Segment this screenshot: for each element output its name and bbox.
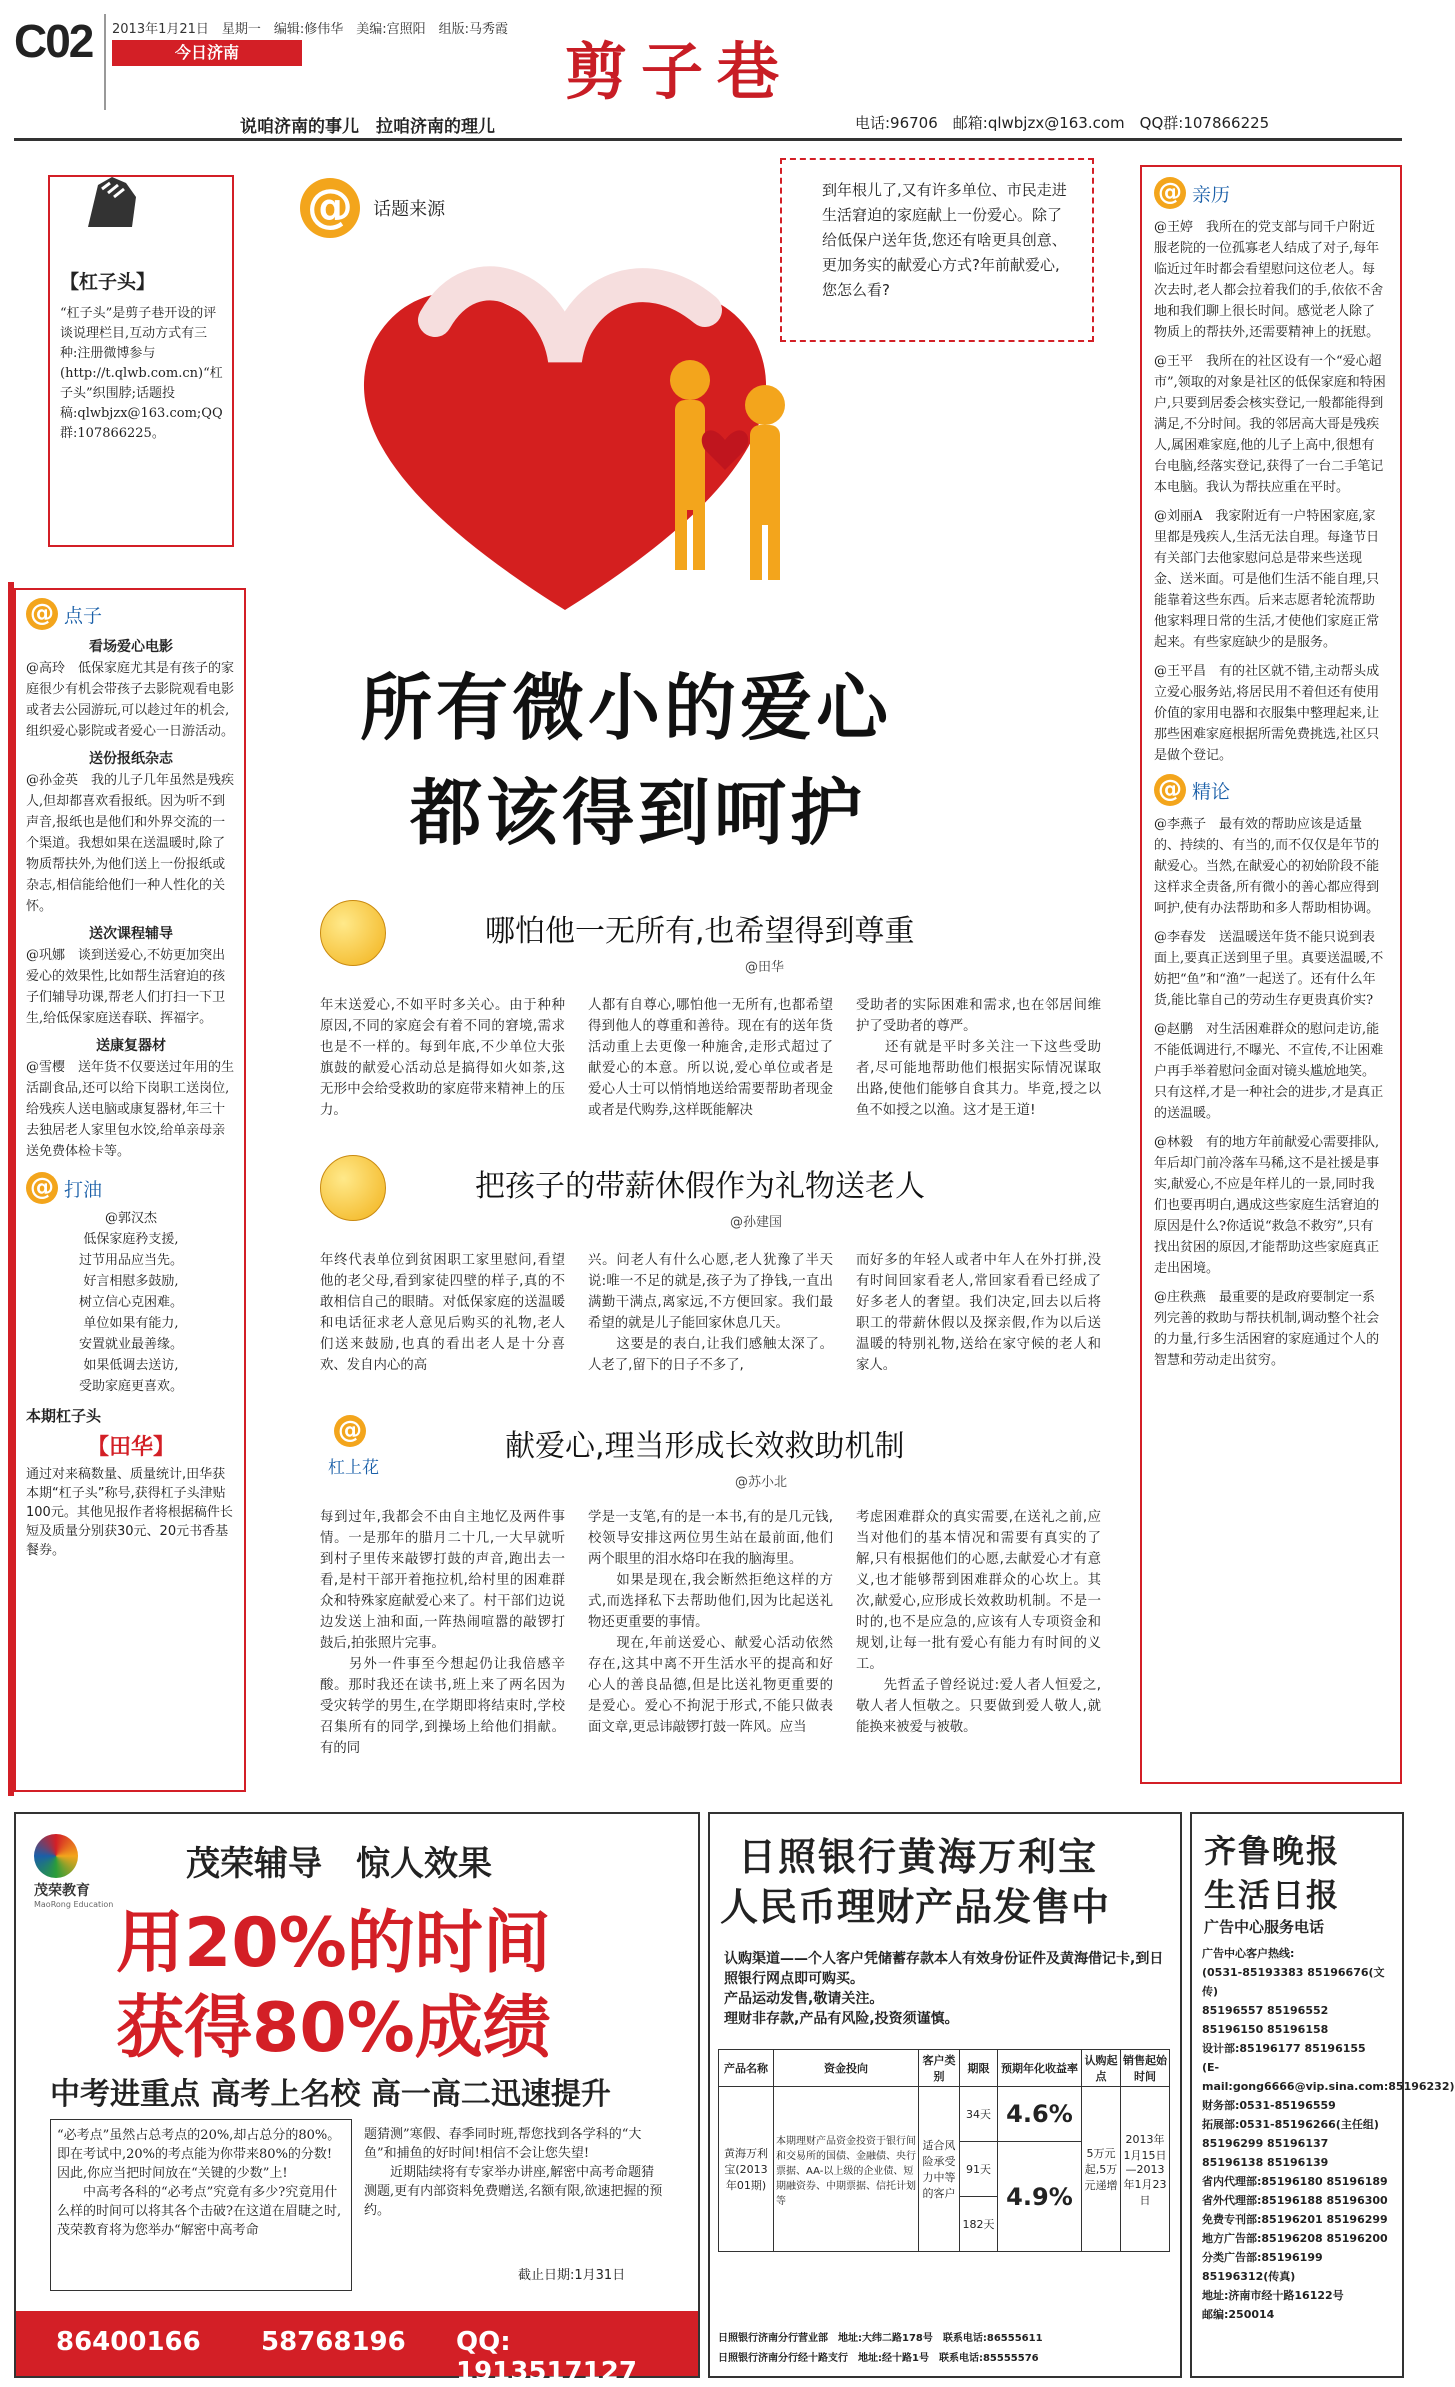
maorong-big2: 获得80%成绩 [116, 1989, 551, 2068]
qilu-subtitle: 广告中心服务电话 [1204, 1918, 1325, 1936]
contact-line: 设计部:85196177 85196155 [1202, 2042, 1366, 2055]
jinglun-label: 精论 [1192, 780, 1231, 803]
heart-illustration [315, 230, 835, 630]
contact-line: 85196557 85196552 [1202, 2004, 1329, 2017]
dianzi-label: 点子 [64, 604, 103, 627]
qilu-title2: 生活日报 [1204, 1876, 1341, 1914]
table-cell: 4.9% [997, 2142, 1081, 2252]
maorong-logo-icon [34, 1834, 78, 1878]
bank-body: 认购渠道——个人客户凭储蓄存款本人有效身份证件及黄海借记卡,到日照银行网点即可购买。 产品运动发售,敬请关注。 理财非存款,产品有风险,投资须谨慎。 [724, 1951, 1164, 2027]
table-header-cell: 期限 [960, 2050, 998, 2087]
tip-subtitle: 送次课程辅导 [89, 926, 173, 942]
contact-line: 85196312(传真) [1202, 2270, 1296, 2283]
contact-line: (E-mail:gong6666@vip.sina.com:85196232) [1202, 2061, 1455, 2093]
table-header-cell: 认购起点 [1082, 2050, 1121, 2087]
bank-title1: 日照银行黄海万利宝 [738, 1835, 1099, 1879]
maorong-sub: 中考进重点 高考上名校 高一高二迅速提升 [50, 2077, 611, 2112]
maorong-qq: QQ: 1913517127 [456, 2327, 637, 2387]
article-title: 把孩子的带薪休假作为礼物送老人 [475, 1169, 925, 1204]
maorong-phone1: 86400166 [56, 2327, 201, 2357]
current-text: 通过对来稿数量、质量统计,田华获本期“杠子头”称号,获得杠子头津贴100元。其他见报作者将根据稿件长短及质量分别获30元、20元书香基餐券。 [26, 1467, 233, 1558]
ad-bank [708, 1812, 1182, 2378]
fist-icon [78, 167, 148, 237]
contact-line: 拓展部:0531-85196266(主任组) [1202, 2118, 1379, 2131]
poem-line: 安置就业最善缘。 [78, 1337, 183, 1352]
article-col: 年终代表单位到贫困职工家里慰问,看望他的老父母,看到家徒四壁的样子,真的不敢相信自己的眼睛。对低保家庭的送温暖和电话征求老人意见后购买的礼物,老人们送来鼓励,也真的看出老人是十分喜欢、发自内心的高 [320, 1253, 565, 1373]
at-icon: @ [26, 598, 58, 630]
tip-subtitle: 送康复器材 [96, 1038, 166, 1054]
table-cell: 2013年1月15日—2013年1月23日 [1121, 2087, 1170, 2252]
article-title: 献爱心,理当形成长效救助机制 [505, 1429, 905, 1464]
comment-text: @李春发 送温暖送年货不能只说到表面上,要真正送到里子里。真要送温暖,不妨把“鱼”和“渔”一起送了。还有什么年货,能比靠自己的劳动生存更贵真价实? [1154, 930, 1384, 1008]
maorong-logo-text: 茂荣教育 [34, 1883, 90, 1899]
jinglun-items [1154, 814, 1386, 1371]
column-contact: 电话:96706 邮箱:qlwbjzx@163.com QQ群:107866225 [855, 114, 1270, 132]
qinli-label: 亲历 [1192, 183, 1231, 206]
bank-footer1: 日照银行济南分行营业部 地址:大纬二路178号 联系电话:86555611 [718, 2333, 1043, 2344]
article-byline: @苏小北 [735, 1475, 788, 1490]
contact-line: 85196299 85196137 [1202, 2137, 1329, 2150]
article-col: 考虑困难群众的真实需要,在送礼之前,应当对他们的基本情况和需要有真实的了解,只有根据他们的心愿,去献爱心才有意义,也才能够帮到困难群众的心坎上。其次,献爱心,应形成长效救助机制。不是一时的,也不是应急的,应该有人专项资金和规划,让每一批有爱心有能力有时间的义工。 先哲孟子曾经说过:爱人者人恒爱之,敬人者人恒敬之。只要做到爱人敬人,就能换来被爱与被敬。 [856, 1510, 1101, 1735]
table-cell: 182天 [960, 2197, 998, 2252]
maorong-big1: 用20%的时间 [116, 1904, 551, 1983]
dayou-header [26, 1172, 236, 1204]
header-meta: 2013年1月21日 星期一 编辑:修伟华 美编:宫照阳 组版:马秀霞 [112, 22, 509, 37]
maorong-logo-en: MaoRong Education [34, 1900, 114, 1909]
at-icon: @ [300, 178, 360, 238]
article-col: 学是一支笔,有的是一本书,有的是几元钱,校领导安排这两位男生站在最前面,他们两个眼里的泪水烙印在我的脑海里。 如果是现在,我会断然拒绝这样的方式,而选择私下去帮助他们,因为比起送礼物还更重要的事情。 现在,年前送爱心、献爱心活动依然存在,这其中离不开生活水平的提高和好心人的善良品德,但是比送礼物更重要的是爱心。爱心不拘泥于形式,不能只做表面文章,更忌讳敲锣打鼓一阵风。应当 [588, 1510, 833, 1735]
gangtou-body: “杠子头”是剪子巷开设的评谈说理栏目,互动方式有三种:注册微博参与(http://t.qlwb.com.cn)“杠子头”织围脖;话题投稿:qlwbjzx@163.com;QQ群:107866225。 [60, 306, 223, 441]
comment-text: @王平 我所在的社区设有一个“爱心超市”,领取的对象是社区的低保家庭和特困户,只要到居委会核实登记,一般都能得到满足,不分时间。我的邻居高大哥是残疾人,属困难家庭,他的儿子上高中,很想有台电脑,经落实登记,获得了一台二手笔记本电脑。我认为帮扶应重在平时。 [1154, 354, 1386, 495]
comment-text: @林毅 有的地方年前献爱心需要排队,年后却门前冷落车马稀,这不是社援是事实,献爱心,不应是年样儿的一景,同时我们也要再明白,遇成这些家庭生活窘迫的原因是什么?你适说“救急不救穷”,只有找出贫困的原因,才能帮助这些家庭真正走出困境。 [1154, 1135, 1380, 1276]
current-gangtou [26, 1405, 236, 1560]
dianzi-header [26, 598, 236, 630]
tip-subtitle: 看场爱心电影 [89, 639, 173, 655]
bank-product-table [718, 2049, 1170, 2252]
dianzi-items [26, 636, 236, 1162]
contact-line: 省外代理部:85196188 85196300 [1202, 2194, 1388, 2207]
at-icon: @ [26, 1172, 58, 1204]
article-col: 人都有自尊心,哪怕他一无所有,也都希望得到他人的尊重和善待。现在有的送年货活动重上去更像一种施舍,走形式超过了献爱心的本意。所以说,爱心单位或者是爱心人士可以悄悄地送给需要帮助者现金或者是代购券,这样既能解决 [588, 998, 833, 1118]
comment-text: @刘丽A 我家附近有一户特困家庭,家里都是残疾人,生活无法自理。每逢节日有关部门去他家慰问总是带来些送现金、送米面。可是他们生活不能自理,只能靠着这些东西。后来志愿者轮流帮助他家料理日常的生活,才使他们家庭正常起来。有些家庭缺少的是服务。 [1154, 509, 1380, 650]
maorong-body1-text: “必考点”虽然占总考点的20%,却占总分的80%。即在考试中,20%的考点能为你带来80%的分数!因此,你应当把时间放在“关键的少数”上! 中高考各科的“必考点”究竟有多少?究竟用什么样的时间可以将其各个击破?在这道在眉睫之时,茂荣教育将为您举办“解密中高考命 [57, 2128, 342, 2238]
qinli-header [1154, 177, 1386, 209]
headline-line1: 所有微小的爱心 [360, 666, 893, 750]
comment-text: @王平昌 有的社区就不错,主动帮头成立爱心服务站,将居民用不着但还有使用价值的家用电器和衣服集中整理起来,让那些困难家庭根据所需免费挑选,社区只是做个登记。 [1154, 664, 1380, 763]
at-icon: @ [1154, 774, 1186, 806]
dayou-author: @郭汉杰 [104, 1211, 157, 1226]
topic-header [300, 178, 445, 238]
header-rule [14, 138, 1402, 141]
article-byline: @田华 [745, 960, 785, 975]
table-cell: 适合风险承受力中等的客户 [919, 2087, 960, 2252]
worried-face-icon [320, 900, 386, 966]
table-header-cell: 资金投向 [774, 2050, 919, 2087]
maorong-body2: 题猜测”寒假、春季同时班,帮您找到各学科的“大鱼”和捕鱼的好时间!相信不会让您失望! 近期陆续将有专家举办讲座,解密中高考命题猜测题,更有内部资料免费赠送,名额有限,欲速把握的预约。 [364, 2127, 663, 2218]
comment-text: @李燕子 最有效的帮助应该是适量的、持续的、有当的,而不仅仅是年节的献爱心。当然,在献爱心的初始阶段不能这样求全责备,所有微小的善心都应得到呵护,使有办法帮助和多人帮助相协调。 [1154, 817, 1380, 916]
table-header-cell: 客户类别 [919, 2050, 960, 2087]
current-name: 【田华】 [86, 1435, 175, 1460]
topic-label: 话题来源 [373, 199, 446, 220]
article-col: 每到过年,我都会不由自主地忆及两件事情。一是那年的腊月二十几,一大早就听到村子里传来敲锣打鼓的声音,跑出去一看,是村干部开着拖拉机,给村里的困难群众和特殊家庭献爱心来了。村干部们边说边发送上油和面,一阵热闹喧嚣的敲锣打鼓后,拍张照片完事。 另外一件事至今想起仍让我倍感辛酸。那时我还在读书,班上来了两名因为受灾转学的男生,在学期即将结束时,学校召集所有的同学,到操场上给他们捐献。有的同 [320, 1510, 565, 1756]
table-cell: 4.6% [997, 2087, 1081, 2142]
topic-bubble [780, 158, 1094, 342]
tip-text: @巩娜 谈到送爱心,不妨更加突出爱心的效果性,比如帮生活窘迫的孩子们辅导功课,帮老人们打扫一下卫生,给低保家庭送春联、挥福字。 [26, 948, 226, 1026]
jinglun-header [1154, 774, 1386, 806]
table-cell: 本期理财产品资金投资于银行间和交易所的国债、金融债、央行票据、AA-以上级的企业债、短期融资券、中期票据、信托计划等 [774, 2087, 919, 2252]
maorong-phone2: 58768196 [261, 2327, 406, 2357]
ad-qilu [1190, 1812, 1455, 2378]
poem-line: 如果低调去送访, [83, 1358, 179, 1373]
gangtou-box [48, 175, 234, 547]
poem-line: 过节用品应当先。 [78, 1253, 183, 1268]
article-col: 而好多的年轻人或者中年人在外打拼,没有时间回家看老人,常回家看看已经成了好多老人的奢望。我们决定,回去以后将职工的带薪休假以及探亲假,作为以后送温暖的特别礼物,送给在家守候的老人和家人。 [856, 1253, 1101, 1373]
table-header-row [719, 2050, 1170, 2087]
grin-face-icon [320, 1155, 386, 1221]
topic-bubble-text: 到年根儿了,又有许多单位、市民走进生活窘迫的家庭献上一份爱心。除了给低保户送年货,您还有啥更具创意、更加务实的献爱心方式?年前献爱心,您怎么看? [822, 181, 1067, 299]
tip-text: @高玲 低保家庭尤其是有孩子的家庭很少有机会带孩子去影院观看电影或者去公园游玩,可以趁过年的机会,组织爱心影院或者爱心一日游活动。 [26, 661, 235, 739]
headline-line2: 都该得到呵护 [410, 771, 867, 855]
gangtou-title: 【杠子头】 [60, 271, 156, 293]
table-row [719, 2087, 1170, 2142]
contact-line: 邮编:250014 [1202, 2308, 1275, 2321]
comment-text: @庄秩燕 最重要的是政府要制定一系列完善的救助与帮扶机制,调动整个社会的力量,行多生活困窘的家庭通过个人的智慧和劳动走出贫穷。 [1154, 1290, 1380, 1368]
article-col: 兴。问老人有什么心愿,老人犹豫了半天说:唯一不足的就是,孩子为了挣钱,一直出满勤干满点,离家远,不方便回家。我们最希望的就是儿子能回家休息几天。 这要是的表白,让我们感触太深了。人老了,留下的日子不多了, [588, 1253, 833, 1373]
header-divider [104, 14, 106, 110]
dayou-label: 打油 [64, 1178, 103, 1201]
contact-line: (0531-85193383 85196676(文传) [1202, 1966, 1385, 1998]
maorong-body1 [50, 2119, 352, 2291]
contact-line: 分类广告部:85196199 [1202, 2251, 1323, 2264]
poem-line: 树立信心克困难。 [78, 1295, 183, 1310]
at-icon: @ [334, 1415, 366, 1447]
table-cell: 5万元起,5万元递增 [1082, 2087, 1121, 2252]
contact-line: 地址:济南市经十路16122号 [1202, 2289, 1344, 2302]
current-label: 本期杠子头 [26, 1407, 102, 1425]
table-header-cell: 销售起始时间 [1121, 2050, 1170, 2087]
right-column [1140, 165, 1402, 1784]
contact-line: 地方广告部:85196208 85196200 [1202, 2232, 1388, 2245]
contact-line: 财务部:0531-85196559 [1202, 2099, 1336, 2112]
article-tag: 杠上花 [328, 1458, 379, 1478]
column-slogan: 说咱济南的事儿 拉咱济南的理儿 [240, 117, 495, 137]
comment-text: @赵鹏 对生活困难群众的慰问走访,能不能低调进行,不曝光、不宣传,不让困难户再手举着慰问金面对镜头尴尬地笑。只有这样,才是一种社会的进步,才是真正的送温暖。 [1154, 1022, 1384, 1121]
table-header-cell: 产品名称 [719, 2050, 774, 2087]
table-cell: 34天 [960, 2087, 998, 2142]
bank-title2: 人民币理财产品发售中 [720, 1885, 1111, 1929]
bank-footer2: 日照银行济南分行经十路支行 地址:经十路1号 联系电话:85555576 [718, 2353, 1039, 2364]
poem-line: 受助家庭更喜欢。 [78, 1379, 183, 1394]
article-title: 哪怕他一无所有,也希望得到尊重 [485, 914, 915, 949]
qilu-lines [1202, 1944, 1455, 2324]
poem-line: 好言相慰多鼓励, [83, 1274, 179, 1289]
section-tag: 今日济南 [112, 40, 302, 66]
comment-text: @王婷 我所在的党支部与同千户附近服老院的一位孤寡老人结成了对子,每年临近过年时都会看望慰问这位老人。每次去时,老人都会拉着我们的手,依依不舍地和我们聊上很长时间。感觉老人除了物质上的帮扶外,还需要精神上的抚慰。 [1154, 220, 1384, 340]
table-cell: 黄海万利宝(2013年01期) [719, 2087, 774, 2252]
contact-line: 广告中心客户热线: [1202, 1947, 1295, 1960]
left-column [14, 588, 246, 1792]
at-icon: @ [1154, 177, 1186, 209]
tip-text: @孙金英 我的儿子几年虽然是残疾人,但却都喜欢看报纸。因为听不到声音,报纸也是他们和外界交流的一个渠道。我想如果在送温暖时,除了物质帮扶外,为他们送上一份报纸或杂志,相信能给他们一种人性化的关怀。 [26, 773, 235, 914]
contact-line: 85196138 85196139 [1202, 2156, 1329, 2169]
column-title: 剪子巷 [565, 35, 794, 108]
page-code: C02 [14, 15, 93, 67]
tip-subtitle: 送份报纸杂志 [89, 751, 173, 767]
article-byline: @孙建国 [730, 1215, 783, 1230]
tip-text: @雪樱 送年货不仅要送过年用的生活副食品,还可以给下岗职工送岗位,给残疾人送电脑或康复器材,年三十去独居老人家里包水饺,给单亲母亲送免费体检卡等。 [26, 1060, 235, 1159]
article-col: 年末送爱心,不如平时多关心。由于种种原因,不同的家庭会有着不同的窘境,需求也是不一样的。每到年底,不少单位大张旗鼓的献爱心活动总是搞得如火如荼,这无形中会给受救助的家庭带来精神上的压力。 [320, 998, 565, 1118]
qinli-items [1154, 217, 1386, 766]
maorong-slogan: 茂荣辅导 惊人效果 [186, 1844, 492, 1884]
maorong-phone-bar [16, 2311, 698, 2387]
contact-line: 省内代理部:85196180 85196189 [1202, 2175, 1388, 2188]
ad-maorong [14, 1812, 700, 2387]
dayou-poem [26, 1229, 236, 1397]
poem-line: 单位如果有能力, [83, 1316, 179, 1331]
table-cell: 91天 [960, 2142, 998, 2197]
poem-line: 低保家庭矜支援, [83, 1232, 179, 1247]
contact-line: 免费专刊部:85196201 85196299 [1202, 2213, 1388, 2226]
maorong-deadline: 截止日期:1月31日 [518, 2268, 626, 2283]
article-col: 受助者的实际困难和需求,也在邻居间维护了受助者的尊严。 还有就是平时多关注一下这些受助者,尽可能地帮助他们根据实际情况谋取出路,使他们能够自食其力。毕竟,授之以鱼不如授之以渔。这才是王道! [856, 998, 1101, 1118]
qilu-title1: 齐鲁晚报 [1204, 1832, 1341, 1870]
contact-line: 85196150 85196158 [1202, 2023, 1329, 2036]
table-header-cell: 预期年化收益率 [997, 2050, 1081, 2087]
